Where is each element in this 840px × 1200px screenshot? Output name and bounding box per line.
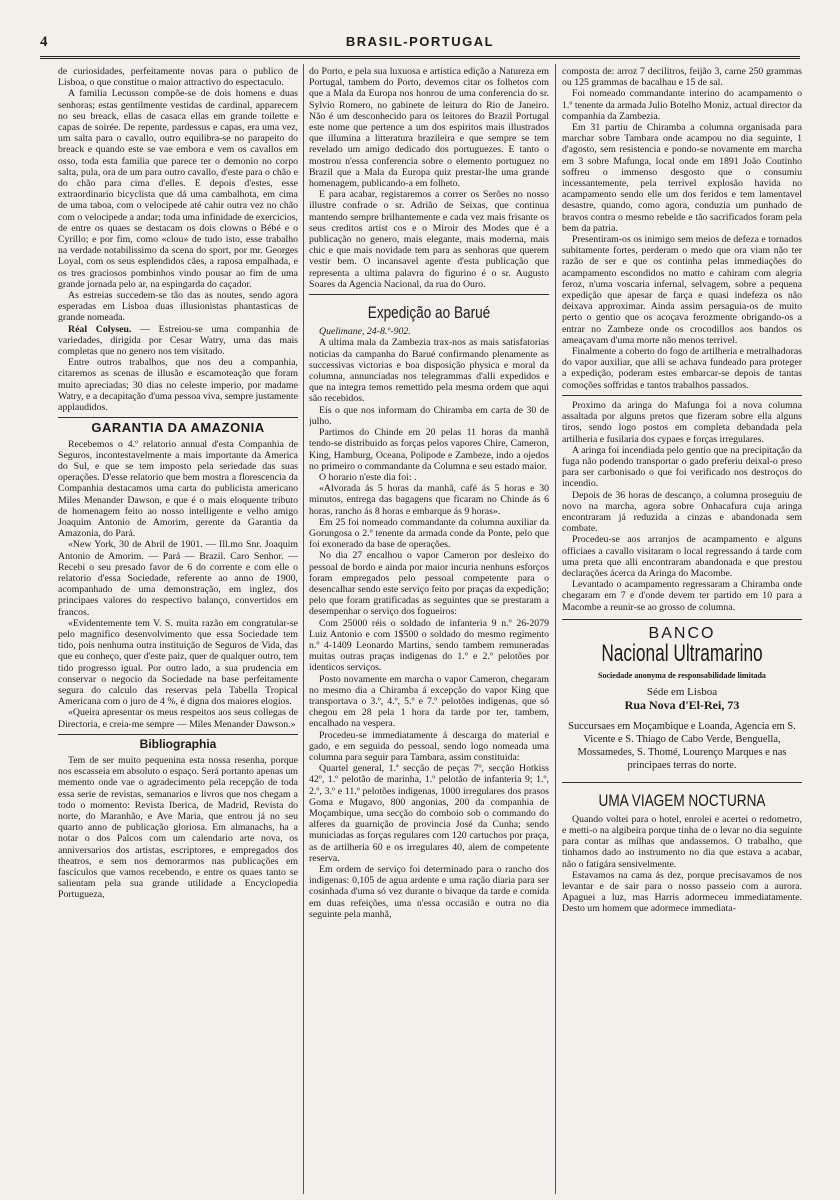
paragraph: Recebemos o 4.º relatorio annual d'esta Companhia de Seguros, incontestavelmente a mais importante da America do Sul, e que se tem imposto pela seriedade das suas operações. D'esse relatorio que bem mostra a florescencia da Companhia destacamos uma carta do publicista americano Miles Menander Dawson, e que é o mais eloquente tributo de homenagem feito ao nosso intelligente e velho amigo Joaquim Antonio de Amorim, gerente da Garantia da Amazonia, do Pará. [58,438,298,540]
section-lead: Réal Colyseu. [68,323,132,335]
divider [562,395,802,396]
paragraph: Levantado o acampamento regressaram a Chiramba onde chegaram em 7 e d'onde devem ter partido em 10 para a Macombe a reunir-se ao grosso de columna. [562,579,802,613]
paragraph: Eis o que nos informam do Chiramba em carta de 30 de julho. [309,404,549,427]
paragraph: As estreias succedem-se tão das as noutes, sendo agora esperadas em Lisboa duas illusionistas phantasticas de grande nomeada. [58,290,298,324]
bank-subtitle: Sociedade anonyma de responsabilidade limitada [598,670,766,680]
paragraph: do Porto, e pela sua luxuosa e artistica edição a Natureza em Portugal, tambem do Porto, devemos citar os folhetos com que a Mala da Europa nos honrou de uma conferencia do sr. Sylvio Romero, no gabinete de leitura do Rio de Janeiro. Não é um desconhecido para os leitores do Brazil Portugal este nome que pertence a um dos espiritos mais illustrados que illumina a litteratura brazileira e que sempre se tem revelado um amigo dedicado dos portuguezes. E tanto o mostrou n'essa conferencia sobre o elemento portuguez no Brazil que a Mala da Europa quiz prestar-lhe uma grande homenagem, publicando-a em folheto. [309,66,549,190]
dateline: Quelimane, 24-8.º-902. [319,326,411,338]
bank-name: Nacional Ultramarino [601,639,763,667]
paragraph: Procedeu-se immediatamente á descarga do material e gado, e em seguida do pessoal, sendo logo nomeada uma columna para seguir para Tambara, assim constituida: [309,729,549,763]
paragraph: Entre outros trabalhos, que nos deu a companhia, citaremos as scenas de illusão e escamoteação que foram muito apreciadas; 30 dias no celeste imperio, por madame Watry, e a decapitação d'uma pessoa viva, sempre justamente applaudidos. [58,357,298,414]
paragraph: Quando voltei para o hotel, enrolei e acertei o redometro, e metti-o na algibeira porque tinha de o levar no dia seguinte para contar as milhas que andassemos. O trabalho, que tinhamos dado ao instrumento no dia que estava a acabar, não o fatigára sensivelmente. [562,813,802,870]
letter-paragraph: «New York, 30 de Abril de 1901. — Ill.mo Snr. Joaquim Antonio de Amorim. — Pará — Brazil. Caro Senhor. — Recebi o seu presado favor de 6 do corrente e com elle o relatorio d'essa Sociedade, referente ao anno de 1900, acompanhado de uma demonstração, em inglez, dos principaes valores do respectivo balanço, convertidos em francos. [58,539,298,618]
paragraph: A familia Lecusson compõe-se de dois homens e duas senhoras; estas gentilmente vestidas de cardinal, apparecem no seu breack, ellas de casaca ellas em grande toilette e capas de soirée. De repente, pardessus e capas, era uma vez, um salta para o cavallo, outro equilibra-se no parapeito do breack e quando este se vae embora e vem os cavallos em osso, toda esta familia que parece ter o demonio no corpo salta, pula, ora de um para outro cavallo, d'este para o chão e do chão para cima d'elles. E depois d'estes, esse extraordinario bicyclista que dá uma cambalhota, em cima de uma taboa, com o velocipede até cahir outra vez no chão com o velocipede a andar; toda uma infinidade de exercicios, de entre os quaes se destacam os dois clowns o Bébé e o Cyrillo; e por fim, como «clou» de tudo isto, esse trabalho na verdade notabilissimo da scena do sport, por mr. Georges Loyal, com os seus esplendidos cães, a raposa empalhada, e os tres graciosos pombinhos vindo pousar ao fim de uma grande jornada pelo ar, na espingarda do caçador. [58,88,298,290]
section-heading: Expedição ao Barué [367,303,491,323]
section-heading: UMA VIAGEM NOCTURNA [598,790,766,810]
bank-branches: Succursaes em Moçambique e Loanda, Agencia em S. Vicente e S. Thiago de Cabo Verde, Benguella, Mossamedes, S. Thomé, Lourenço Marques e nas principaes terras do norte. [568,720,796,771]
column-divider [303,64,304,1194]
column-divider [555,64,556,1194]
paragraph: Em 25 foi nomeado commandante da columna auxiliar da Gorungosa o 2.º tenente da armada conde da Ponte, pelo que foi exonerado da base de operações. [309,516,549,551]
divider [58,734,298,735]
page-number: 4 [40,34,48,50]
divider [309,294,549,295]
paragraph: No dia 27 encalhou o vapor Cameron por desleixo do pessoal de bordo e ainda por maior incuria nenhuns esforços foram empregados pelo pessoal competente para o desencalhar sendo este serviço feito por praças da expedição; pelo que foram gratificadas as seguintes que se prestaram a desempenhar o serviço dos fogueiros: [309,550,549,618]
column-2 [309,66,549,1194]
advertisement [562,619,802,783]
paragraph: Em ordem de serviço foi determinado para o rancho dos indigenas: 0,105 de agua ardente e uma ração diaria para ser cosinhada d'uma só vez durante o bivaque da tarde e comida em duas refeições, uma n'essa occasião e outra no dia seguinte pela manhã, [309,864,549,920]
letter-paragraph: «Evidentemente tem V. S. muita razão em congratular-se pelo magnifico desenvolvimento que essa Sociedade tem tido, pois nenhuma outra instituição de Seguros de Vida, das que eu conheço, quer d'este paiz, quer de qualquer outro, tem tido progresso igual. Por outro lado, a sua prudencia em conservar o negocio da Sociedade na base perfeitamente segura do calculo das reservas pela Tabella Tropical Americana com o juro de 4 %, é digna dos maiores elogios. [58,617,298,708]
paragraph: A ultima mala da Zambezia trax-nos as mais satisfatorias noticias da campanha do Barué confirmando plenamente as successivas victorias e boa disposição physica e moral da columna, annunciadas nos telegrammas d'alli expedidos e que na integra temos remettido pela mesma ordem que aqui são recebidos. [309,337,549,405]
paragraph: Depois de 36 horas de descanço, a columna proseguiu de novo na marcha, agora sobre Onhacafura cuja aringa encontraram já reduzida a cinzas e abandonada sem combate. [562,489,802,535]
paragraph: Proximo da aringa do Mafunga foi a nova columna assaltada por alguns pretos que fizeram sobre ella alguns tiros, sendo logo postos em completa debandada pela artilheria e fusilaria dos cypaes e forças irregulares. [562,399,802,445]
paragraph: E para acabar, registaremos a correr os Serões no nosso illustre confrade o sr. Adrião de Seixas, que continua mantendo sempre brilhantemente e cada vez mais frisante os seus creditos artist cos e o Miroir des Modes que é a publicação no genero, mais elegante, mais moderna, mais chic e que mais novidade tem para as senhoras que querem vestir bem. O incansavel agente d'esta publicação que representa a ultima palavra do figurino é o sr. Augusto Soares da Agencia Nacional, da rua do Ouro. [309,189,549,290]
paragraph: A aringa foi incendiada pelo gentio que na precipitação da fuga não podendo transportar o gado preferiu deixal-o preso para ser carbonisado o que foi verificado nos destroços do incendio. [562,444,802,490]
bank-seat: Séde em Lisboa [646,686,718,699]
section-heading: GARANTIA DA AMAZONIA [91,420,265,436]
page-header [40,34,800,54]
column-3 [562,66,802,1194]
letter-paragraph: «Queira apresentar os meus respeitos aos seus collegas de Directoria, e creia-me sempre — Miles Menander Dawson.» [58,707,298,730]
paragraph: Partimos do Chinde em 20 pelas 11 horas da manhã tendo-se distribuido as forças pelos vapores Chire, Cameron, King, Hamburg, Oceana, Polipode e Zambeze, indo a ojedos no primeiro o commandante da Columna e seu estado maior. [309,427,549,472]
paragraph: composta de: arroz 7 decilitros, feijão 3, carne 250 grammas ou 125 grammas de bacalhau e 15 de sal. [562,66,802,89]
paragraph: «Alvorada ás 5 horas da manhã, café ás 5 horas e 30 minutos, entrega das bagagens que ficaram no Chinde ás 6 horas, rancho ás 8 horas e embarque ás 9 horas». [309,483,549,517]
paragraph: Posto novamente em marcha o vapor Cameron, chegaram no mesmo dia a Chiramba á excepção do vapor King que transportava o 3.º, 4.º, 5.º e 7.º pelotões indigenas, que só chegou em 28 pela 1 hora da tarde por ter, tambem, encalhado na vespera. [309,673,549,730]
section-heading: Bibliographia [139,736,217,751]
bank-word: BANCO [648,624,716,642]
paragraph [58,324,298,358]
divider [58,417,298,418]
paragraph: de curiosidades, perfeitamente novas para o publico de Lisboa, o que constitue o maior attractivo do espectaculo. [58,66,298,89]
masthead-title: BRASIL-PORTUGAL [345,34,495,49]
paragraph: Tem de ser muito pequenina esta nossa resenha, porque nos escasseia em absoluto o espaço. Será portanto apenas um memento onde vae o agradecimento pela recepção de toda essa serie de revistas, semanarios e livros que nos chegam a todo o momento: Revista Iberica, de Madrid, Revista do norte, do Maranhão, e Ave Maria, que entrou já no seu quarto anno de publicação gloriosa. Em almanachs, ha a notar o dos Palcos com um calendario arte nova, os anniversarios dos artistas, escriptores, e empregados dos theatros, e sem nos demorarmos nas publicações em fasciculos que vamos recebendo, e entre os quaes tanto se salientam pela sua grande utilidade a Encyclopedia Portugueza, [58,754,298,901]
paragraph: Com 25000 réis o soldado de infanteria 9 n.º 26-2079 Luiz Antonio e com 1$500 o soldado do mesmo regimento n.º 4-1409 Leonardo Martins, sendo tambem remuneradas muitas outras praças indigenas do 1.º e 2.º pelotões por identicos serviços. [309,617,549,674]
paragraph: Procedeu-se aos arranjos de acampamento e alguns officiaes a cavallo visitaram o local regressando á tarde com uma preta que alli encontraram abandonada e que prestou declarações ácerca da Aringa do Macombe. [562,534,802,579]
bank-address: Rua Nova d'El-Rei, 73 [624,698,740,713]
paragraph-text: — Estreiou-se uma companhia de variedades, dirigida por Cesar Watry, uma das mais completas que no genero nos tem visitado. [58,323,298,358]
paragraph: Presentiram-os os inimigo sem meios de defeza e tornados subitamente fortes, perderam o medo que ora viam não ter razão de ser e que os continha pelas immediações do acampamento escondidos no matto e cahiram com alegria feroz, n'uma voscaria infernal, selvagem, sobre a pequena expedição que apesar de farça e quasi indefeza os não deixava approximar. Ainda assim persaguia-os de muito perto o gentio que os acoçava ferozmente obrigando-os a entrar no Zambeze onde os crocodillos aos bandos os ameaçavam d'uma morte não menos terrivel. [562,234,802,346]
paragraph: Em 31 partiu de Chiramba a columna organisada para marchar sobre Tambara onde acampou no dia seguinte, 1 d'agosto, sem resistencia e pondo-se novamente em marcha em 3 sobre Mafunga, local onde em 1891 João Coutinho soffreu o immenso desgosto que o consumiu incessantemente, pela terrivel explosão havida no acampamento sendo elle um dos feridos e tem lamentavel desastre, quando, como agora, conduzia um punhado de bravos contra o mesmo rebelde e tão sacrificados foram pela bem da patria. [562,122,802,234]
paragraph: O horario n'este dia foi: . [319,471,417,483]
paragraph: Estavamos na cama ás dez, porque precisavamos de nos levantar e de sair para o nosso passeio com a aurora. Apaguei a luz, mas Harris adormeceu immediatamente. Desto um homem que adormece immediata- [562,869,802,915]
column-1 [58,66,298,1194]
paragraph: Quartel general, 1.ª secção de peças 7º, secção Hotkiss 42º, 1.º pelotão de marinha, 1.º pelotão de infanteria 9; 1.º, 2.º, 3.º e 11.º pelotões indigenas, 1000 irregulares dos prasos Goma e Mugavo, 800 angonias, 200 da companhia de Moçambique, uma secção do comboio sob o commando do alferes da guarnição de provincia José da Cunha; sendo municiadas as forças regulares com 120 cartuchos por praça, as de artilheria 60 e os irregulares 40, alem de competente reserva. [309,763,549,864]
header-rule [40,56,800,59]
paragraph: Finalmente a coberto do fogo de artilheria e metralhadoras do vapor auxiliar, que alli se achava fundeado para proteger a expedição, poderam estes embarcar-se depois de tantas comoções soffridas e tantos trabalhos passados. [562,346,802,391]
paragraph: Foi nomeado commandante interino do acampamento o 1.º tenente da armada Julio Botelho Moniz, actual director da companhia da Zambezia. [562,88,802,122]
